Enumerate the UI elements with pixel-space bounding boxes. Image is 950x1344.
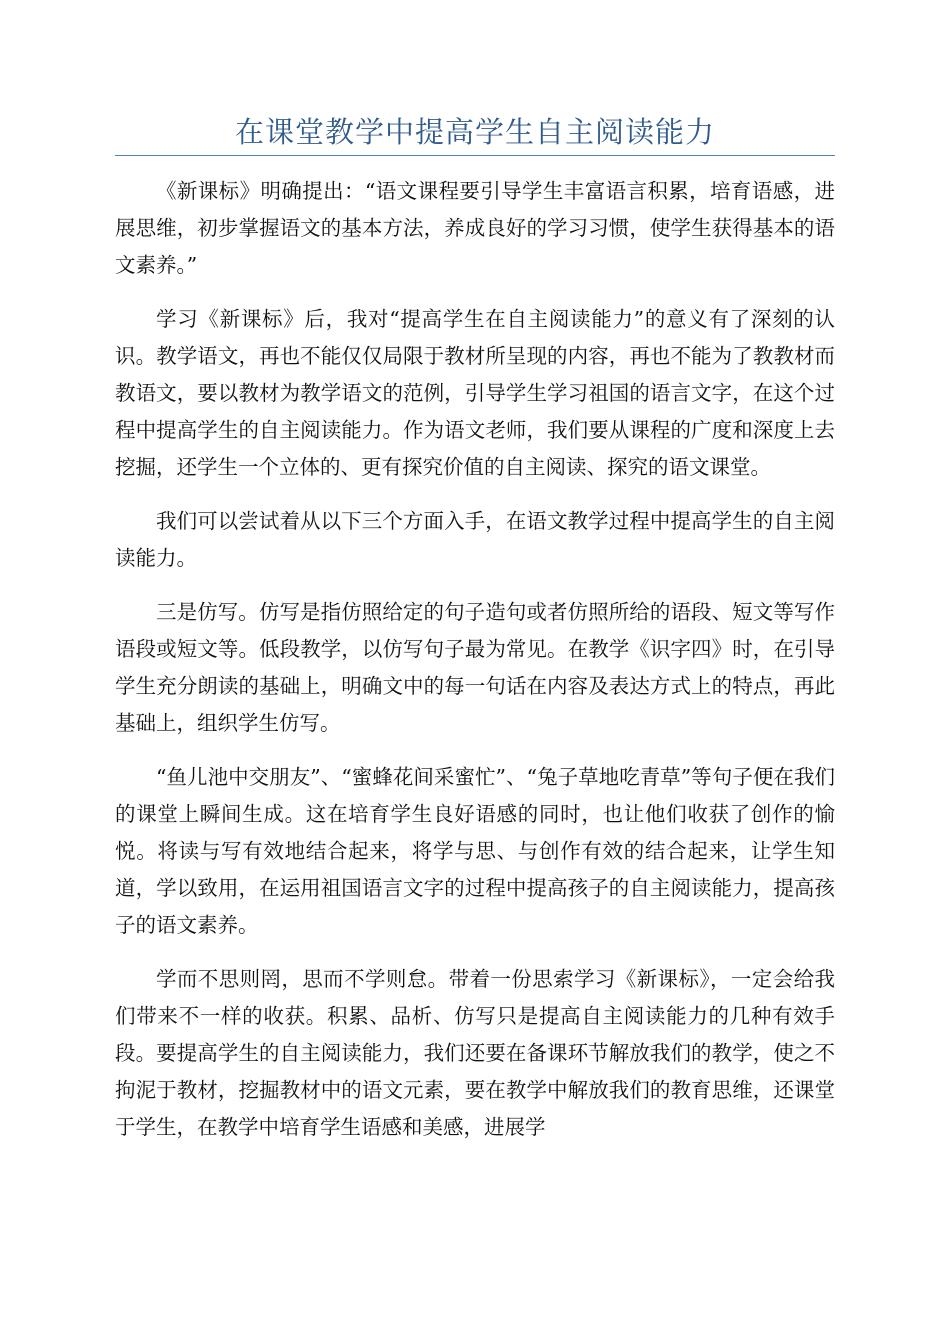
paragraph: “鱼儿池中交朋友”、“蜜蜂花间采蜜忙”、“兔子草地吃青草”等句子便在我们的课堂上瞬间生成。这在培育学生良好语感的同时，也让他们收获了创作的愉悦。将读与写有效地结合起来，将学与思、与创作有效的结合起来，让学生知道，学以致用，在运用祖国语言文字的过程中提高孩子的自主阅读能力，提高孩子的语文素养。 [115,765,835,937]
title-underline [115,155,835,156]
paragraph: 学习《新课标》后，我对“提高学生在自主阅读能力”的意义有了深刻的认识。教学语文，再也不能仅仅局限于教材所呈现的内容，再也不能为了教教材而教语文，要以教材为教学语文的范例，引导学生学习祖国的语言文字，在这个过程中提高学生的自主阅读能力。作为语文老师，我们要从课程的广度和深度上去挖掘，还学生一个立体的、更有探究价值的自主阅读、探究的语文课堂。 [115,307,835,479]
document-body [115,173,835,1163]
page-title: 在课堂教学中提高学生自主阅读能力 [234,115,715,149]
paragraph: 学而不思则罔，思而不学则怠。带着一份思索学习《新课标》，一定会给我们带来不一样的收获。积累、品析、仿写只是提高自主阅读能力的几种有效手段。要提高学生的自主阅读能力，我们还要在备课环节解放我们的教学，使之不拘泥于教材，挖掘教材中的语文元素，要在教学中解放我们的教育思维，还课堂于学生，在教学中培育学生语感和美感，进展学 [115,967,835,1139]
paragraph: 我们可以尝试着从以下三个方面入手，在语文教学过程中提高学生的自主阅读能力。 [115,509,835,570]
paragraph: 《新课标》明确提出：“语文课程要引导学生丰富语言积累，培育语感，进展思维，初步掌握语文的基本方法，养成良好的学习习惯，使学生获得基本的语文素养。” [115,179,835,277]
paragraph: 三是仿写。仿写是指仿照给定的句子造句或者仿照所给的语段、短文等写作语段或短文等。低段教学，以仿写句子最为常见。在教学《识字四》时，在引导学生充分朗读的基础上，明确文中的每一句话在内容及表达方式上的特点，再此基础上，组织学生仿写。 [115,600,835,735]
